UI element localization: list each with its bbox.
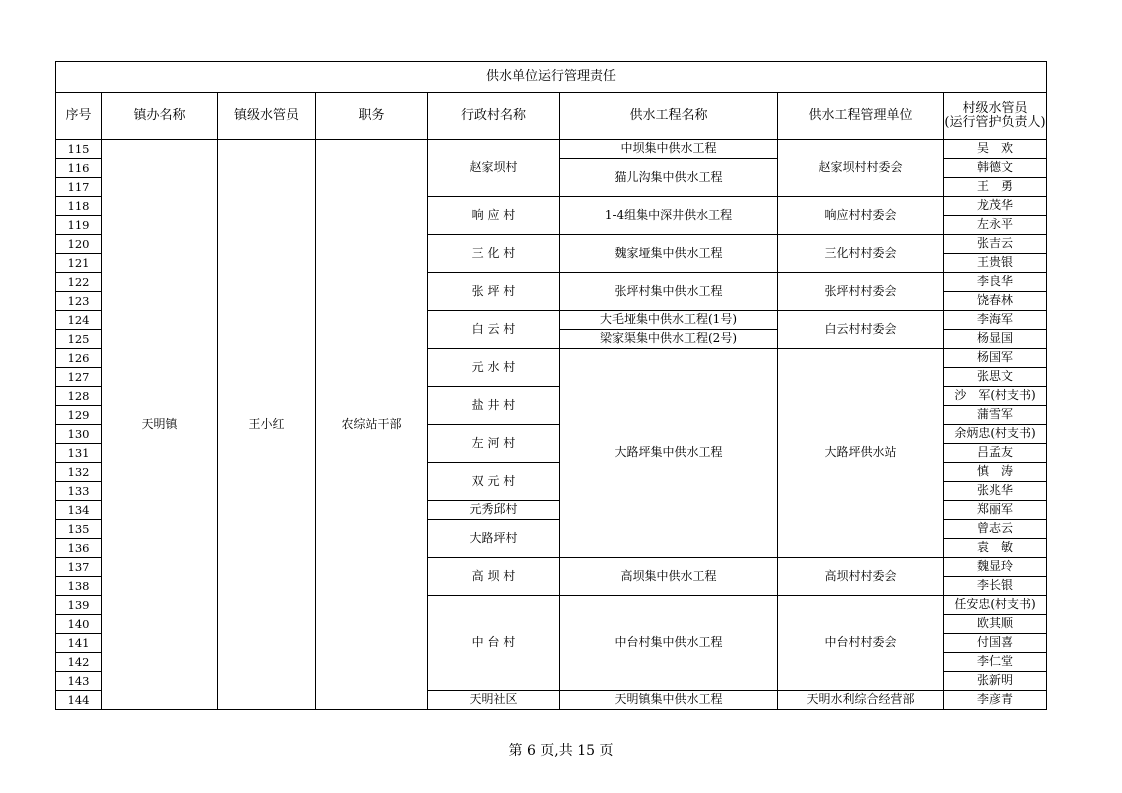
village-manager-cell: 左永平: [944, 216, 1047, 235]
seq-cell: 134: [56, 501, 102, 520]
village-manager-cell: 蒲雪军: [944, 406, 1047, 425]
table-row: [56, 140, 1047, 159]
village-manager-cell: 郑丽军: [944, 501, 1047, 520]
position-cell: 农综站干部: [316, 140, 428, 710]
village-manager-cell: 张兆华: [944, 482, 1047, 501]
seq-cell: 144: [56, 691, 102, 710]
page-footer: 第 6 页,共 15 页: [508, 743, 614, 759]
village-manager-cell: 韩德文: [944, 159, 1047, 178]
village-manager-cell: 龙茂华: [944, 197, 1047, 216]
unit-cell: 中台村村委会: [778, 596, 944, 691]
header-unit: 供水工程管理单位: [778, 93, 944, 140]
village-manager-cell: 李长银: [944, 577, 1047, 596]
water-supply-table: [55, 61, 1047, 710]
seq-cell: 140: [56, 615, 102, 634]
village-manager-cell: 饶春林: [944, 292, 1047, 311]
project-cell: 天明镇集中供水工程: [560, 691, 778, 710]
village-manager-cell: 李海军: [944, 311, 1047, 330]
unit-cell: 白云村村委会: [778, 311, 944, 349]
village-cell: 白 云 村: [428, 311, 560, 349]
village-manager-cell: 慎 涛: [944, 463, 1047, 482]
project-cell: 张坪村集中供水工程: [560, 273, 778, 311]
village-manager-cell: 吕孟友: [944, 444, 1047, 463]
project-cell: 1-4组集中深井供水工程: [560, 197, 778, 235]
seq-cell: 118: [56, 197, 102, 216]
unit-cell: 响应村村委会: [778, 197, 944, 235]
seq-cell: 133: [56, 482, 102, 501]
village-manager-cell: 杨国军: [944, 349, 1047, 368]
town-manager-cell: 王小红: [218, 140, 316, 710]
village-cell: 高 坝 村: [428, 558, 560, 596]
project-cell: 高坝集中供水工程: [560, 558, 778, 596]
seq-cell: 136: [56, 539, 102, 558]
village-manager-cell: 李良华: [944, 273, 1047, 292]
seq-cell: 143: [56, 672, 102, 691]
village-manager-cell: 吴 欢: [944, 140, 1047, 159]
seq-cell: 130: [56, 425, 102, 444]
unit-cell: 赵家坝村村委会: [778, 140, 944, 197]
header-town: 镇办名称: [102, 93, 218, 140]
seq-cell: 141: [56, 634, 102, 653]
seq-cell: 131: [56, 444, 102, 463]
seq-cell: 128: [56, 387, 102, 406]
village-manager-cell: 王贵银: [944, 254, 1047, 273]
header-seq: 序号: [56, 93, 102, 140]
village-cell: 双 元 村: [428, 463, 560, 501]
seq-cell: 119: [56, 216, 102, 235]
table-title: 供水单位运行管理责任: [56, 62, 1047, 93]
seq-cell: 142: [56, 653, 102, 672]
seq-cell: 120: [56, 235, 102, 254]
village-cell: 赵家坝村: [428, 140, 560, 197]
unit-cell: 大路坪供水站: [778, 349, 944, 558]
seq-cell: 126: [56, 349, 102, 368]
seq-cell: 117: [56, 178, 102, 197]
village-manager-cell: 欧其顺: [944, 615, 1047, 634]
village-manager-cell: 王 勇: [944, 178, 1047, 197]
seq-cell: 124: [56, 311, 102, 330]
seq-cell: 123: [56, 292, 102, 311]
seq-cell: 135: [56, 520, 102, 539]
village-manager-cell: 李仁堂: [944, 653, 1047, 672]
seq-cell: 137: [56, 558, 102, 577]
project-cell: 中台村集中供水工程: [560, 596, 778, 691]
unit-cell: 天明水利综合经营部: [778, 691, 944, 710]
village-manager-cell: 张吉云: [944, 235, 1047, 254]
village-cell: 盐 井 村: [428, 387, 560, 425]
project-cell: 大毛垭集中供水工程(1号): [560, 311, 778, 330]
seq-cell: 122: [56, 273, 102, 292]
village-manager-cell: 曾志云: [944, 520, 1047, 539]
village-cell: 大路坪村: [428, 520, 560, 558]
project-cell: 梁家渠集中供水工程(2号): [560, 330, 778, 349]
village-manager-cell: 魏显玲: [944, 558, 1047, 577]
unit-cell: 张坪村村委会: [778, 273, 944, 311]
seq-cell: 115: [56, 140, 102, 159]
header-position: 职务: [316, 93, 428, 140]
village-cell: 元秀邱村: [428, 501, 560, 520]
town-name-cell: 天明镇: [102, 140, 218, 710]
village-manager-cell: 李彦青: [944, 691, 1047, 710]
village-manager-cell: 杨显国: [944, 330, 1047, 349]
header-village-manager-line2: (运行管护负责人): [944, 115, 1046, 130]
village-cell: 左 河 村: [428, 425, 560, 463]
unit-cell: 三化村村委会: [778, 235, 944, 273]
seq-cell: 138: [56, 577, 102, 596]
seq-cell: 132: [56, 463, 102, 482]
header-village-manager: [944, 93, 1047, 140]
seq-cell: 139: [56, 596, 102, 615]
village-cell: 中 台 村: [428, 596, 560, 691]
village-manager-cell: 沙 军(村支书): [944, 387, 1047, 406]
village-manager-cell: 张思文: [944, 368, 1047, 387]
project-cell: 猫儿沟集中供水工程: [560, 159, 778, 197]
seq-cell: 116: [56, 159, 102, 178]
village-manager-cell: 张新明: [944, 672, 1047, 691]
project-cell: 大路坪集中供水工程: [560, 349, 778, 558]
unit-cell: 高坝村村委会: [778, 558, 944, 596]
seq-cell: 125: [56, 330, 102, 349]
project-cell: 魏家垭集中供水工程: [560, 235, 778, 273]
header-village: 行政村名称: [428, 93, 560, 140]
seq-cell: 127: [56, 368, 102, 387]
header-town-manager: 镇级水管员: [218, 93, 316, 140]
header-project: 供水工程名称: [560, 93, 778, 140]
village-manager-cell: 付国喜: [944, 634, 1047, 653]
village-manager-cell: 袁 敏: [944, 539, 1047, 558]
village-cell: 张 坪 村: [428, 273, 560, 311]
village-manager-cell: 任安忠(村支书): [944, 596, 1047, 615]
village-cell: 天明社区: [428, 691, 560, 710]
project-cell: 中坝集中供水工程: [560, 140, 778, 159]
header-village-manager-line1: 村级水管员: [962, 100, 1028, 116]
village-manager-cell: 余炳忠(村支书): [944, 425, 1047, 444]
village-cell: 元 水 村: [428, 349, 560, 387]
village-cell: 三 化 村: [428, 235, 560, 273]
village-cell: 响 应 村: [428, 197, 560, 235]
seq-cell: 121: [56, 254, 102, 273]
seq-cell: 129: [56, 406, 102, 425]
